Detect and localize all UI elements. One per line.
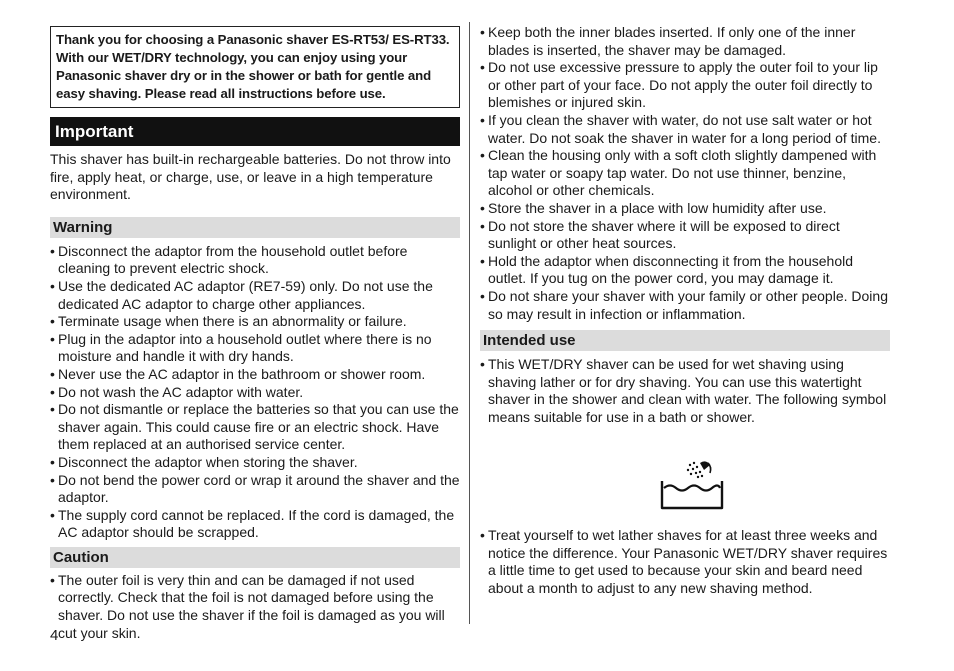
warning-heading: Warning (50, 217, 460, 238)
caution-item: • Do not use excessive pressure to apply the outer foil to your lip or other part of your face. Do not apply the outer foil directly to blemishes or injured skin. (480, 59, 890, 112)
caution-item: • The outer foil is very thin and can be damaged if not used correctly. Check that the foil is not damaged before using the shaver. Do not use the shaver if the foil is damaged as you will cut your skin. (50, 572, 460, 642)
caution-list-right (480, 24, 890, 323)
caution-item: • Do not share your shaver with your family or other people. Doing so may result in infection or inflammation. (480, 288, 890, 323)
caution-item: • Store the shaver in a place with low humidity after use. (480, 200, 890, 218)
right-column (480, 24, 890, 596)
caution-heading: Caution (50, 547, 460, 568)
caution-item: • Clean the housing only with a soft cloth slightly dampened with tap water or soapy tap water. Do not use thinner, benzine, alcohol or other chemicals. (480, 147, 890, 200)
warning-item: • Plug in the adaptor into a household outlet where there is no moisture and handle it with dry hands. (50, 331, 460, 366)
warning-item: • The supply cord cannot be replaced. If the cord is damaged, the AC adaptor should be scrapped. (50, 507, 460, 542)
warning-item: • Do not bend the power cord or wrap it around the shaver and the adaptor. (50, 472, 460, 507)
intended-use-item: • Treat yourself to wet lather shaves for at least three weeks and notice the difference. Your Panasonic WET/DRY shaver requires a little time to get used to because your skin and beard need about a month to adjust to any new shaving method. (480, 527, 892, 597)
page-number: 4 (50, 627, 59, 644)
warning-item: • Do not wash the AC adaptor with water. (50, 384, 460, 402)
caution-list-left (50, 572, 460, 642)
warning-item: • Do not dismantle or replace the batteries so that you can use the shaver again. This could cause fire or an electric shock. Have them replaced at an authorised service center. (50, 401, 460, 454)
warning-item: • Use the dedicated AC adaptor (RE7-59) only. Do not use the dedicated AC adaptor to charge other appliances. (50, 278, 460, 313)
warning-item: • Disconnect the adaptor from the household outlet before cleaning to prevent electric shock. (50, 243, 460, 278)
warning-item: • Disconnect the adaptor when storing the shaver. (50, 454, 460, 472)
warning-item: • Terminate usage when there is an abnormality or failure. (50, 313, 460, 331)
warning-item: • Never use the AC adaptor in the bathroom or shower room. (50, 366, 460, 384)
caution-item: • If you clean the shaver with water, do not use salt water or hot water. Do not soak the shaver in water for a long period of time. (480, 112, 890, 147)
important-text: This shaver has built-in rechargeable batteries. Do not throw into fire, apply heat, or charge, use, or leave in a high temperature environment. (50, 151, 451, 203)
caution-item: • Keep both the inner blades inserted. If only one of the inner blades is inserted, the shaver may be damaged. (480, 24, 890, 59)
column-divider (469, 22, 470, 624)
warning-list (50, 243, 460, 542)
intended-use-heading: Intended use (480, 330, 890, 351)
important-heading: Important (50, 117, 460, 146)
bath-shower-icon (660, 459, 724, 511)
intended-use-item: • This WET/DRY shaver can be used for wet shaving using shaving lather or for dry shaving. You can use this watertight shaver in the shower and clean with water. The following symbol means suitable for use in a bath or shower. (480, 356, 890, 426)
caution-item: • Do not store the shaver where it will be exposed to direct sunlight or other heat sources. (480, 218, 890, 253)
intended-use-after-list (480, 527, 892, 597)
left-column (50, 26, 460, 642)
intro-box: Thank you for choosing a Panasonic shaver ES-RT53/ ES-RT33. With our WET/DRY technology, you can enjoy using your Panasonic shaver dry or in the shower or bath for gentle and easy shaving. Please read all instructions before use. (50, 26, 460, 108)
intended-use-list (480, 356, 890, 426)
caution-item: • Hold the adaptor when disconnecting it from the household outlet. If you tug on the power cord, you may damage it. (480, 253, 890, 288)
